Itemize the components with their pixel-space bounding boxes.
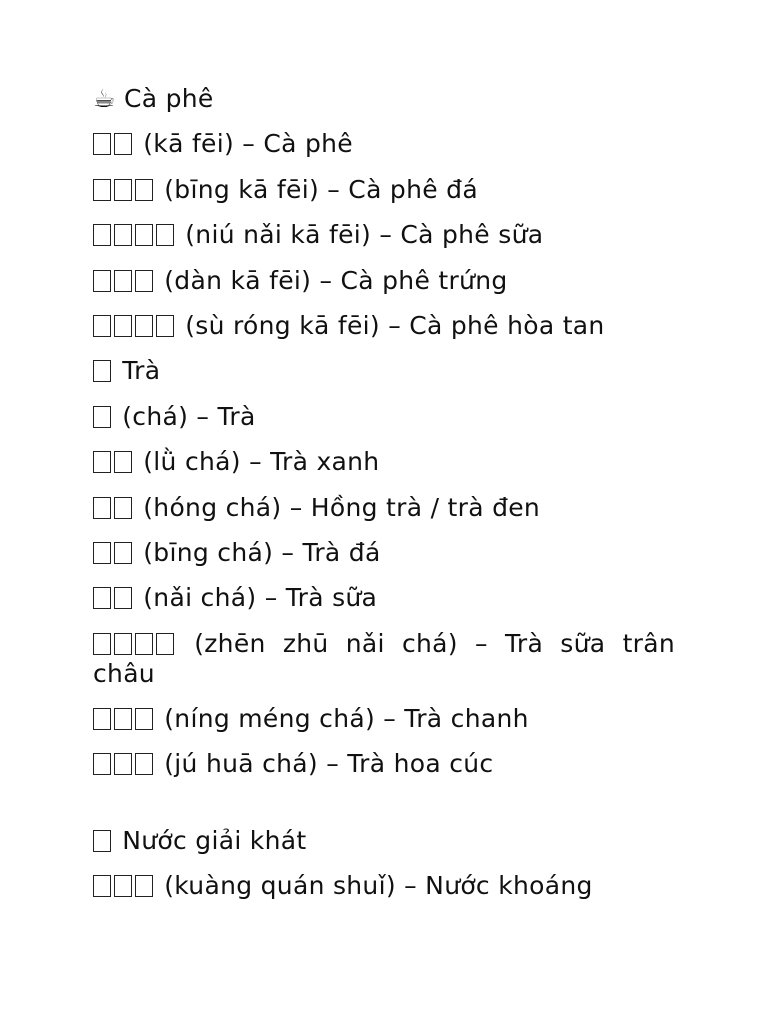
hanzi-text: [93, 402, 114, 431]
hanzi-text: [93, 871, 156, 900]
section-heading-drinks: [93, 826, 675, 856]
section-heading-tea-label: Trà: [122, 356, 161, 386]
pinyin-text: (níng méng chá): [164, 704, 376, 734]
vocab-item: [93, 129, 675, 159]
vocab-item: [93, 402, 675, 432]
meaning-text: – Trà: [196, 401, 256, 431]
pinyin-text: (chá): [122, 401, 189, 431]
hanzi-text: [93, 493, 135, 522]
meaning-text: – Cà phê: [242, 129, 353, 159]
pinyin-text: (nǎi chá): [143, 583, 257, 613]
vocab-item: [93, 493, 675, 523]
pinyin-text: (zhēn zhū nǎi chá): [194, 628, 458, 658]
pinyin-text: (bīng kā fēi): [164, 174, 320, 204]
hanzi-text: [93, 629, 177, 658]
meaning-text: – Cà phê đá: [327, 174, 478, 204]
pinyin-text: (niú nǎi kā fēi): [185, 220, 372, 250]
meaning-text: – Trà sữa trân châu: [93, 628, 676, 688]
meaning-text: – Trà đá: [281, 537, 381, 567]
vocab-item: [93, 629, 675, 689]
hanzi-text: [93, 175, 156, 204]
hanzi-text: [93, 583, 135, 612]
hanzi-text: [93, 749, 156, 778]
meaning-text: – Cà phê hòa tan: [388, 310, 605, 340]
section-heading-tea: [93, 356, 675, 386]
drink-icon: [93, 830, 111, 852]
vocab-item: [93, 871, 675, 901]
hanzi-text: [93, 129, 135, 158]
vocab-item: [93, 311, 675, 341]
vocab-item: [93, 175, 675, 205]
pinyin-text: (sù róng kā fēi): [185, 310, 380, 340]
meaning-text: – Nước khoáng: [404, 871, 593, 901]
hanzi-text: [93, 220, 177, 249]
section-heading-drinks-label: Nước giải khát: [122, 825, 307, 855]
hanzi-text: [93, 447, 135, 476]
hanzi-text: [93, 311, 177, 340]
vocab-item: [93, 749, 675, 779]
meaning-text: – Trà xanh: [249, 447, 380, 477]
pinyin-text: (dàn kā fēi): [164, 265, 312, 295]
meaning-text: – Cà phê trứng: [319, 265, 508, 295]
vocab-item: [93, 583, 675, 613]
vocab-item: [93, 447, 675, 477]
tea-icon: [93, 360, 111, 382]
pinyin-text: (jú huā chá): [164, 749, 318, 779]
hanzi-text: [93, 704, 156, 733]
pinyin-text: (kā fēi): [143, 129, 235, 159]
meaning-text: – Hồng trà / trà đen: [289, 492, 541, 522]
section-heading-coffee: ☕ Cà phê: [93, 84, 214, 113]
meaning-text: – Trà hoa cúc: [326, 749, 494, 779]
blank-line: [93, 795, 675, 826]
pinyin-text: (hóng chá): [143, 492, 282, 522]
meaning-text: – Trà sữa: [264, 583, 378, 613]
pinyin-text: (bīng chá): [143, 537, 274, 567]
meaning-text: – Trà chanh: [383, 704, 529, 734]
hanzi-text: [93, 538, 135, 567]
vocab-item: [93, 704, 675, 734]
pinyin-text: (kuàng quán shuǐ): [164, 871, 396, 901]
vocab-item: [93, 266, 675, 296]
pinyin-text: (lǜ chá): [143, 447, 241, 477]
hanzi-text: [93, 266, 156, 295]
vocab-item: [93, 220, 675, 250]
document-page: [93, 84, 675, 917]
vocab-item: [93, 538, 675, 568]
meaning-text: – Cà phê sữa: [379, 220, 544, 250]
